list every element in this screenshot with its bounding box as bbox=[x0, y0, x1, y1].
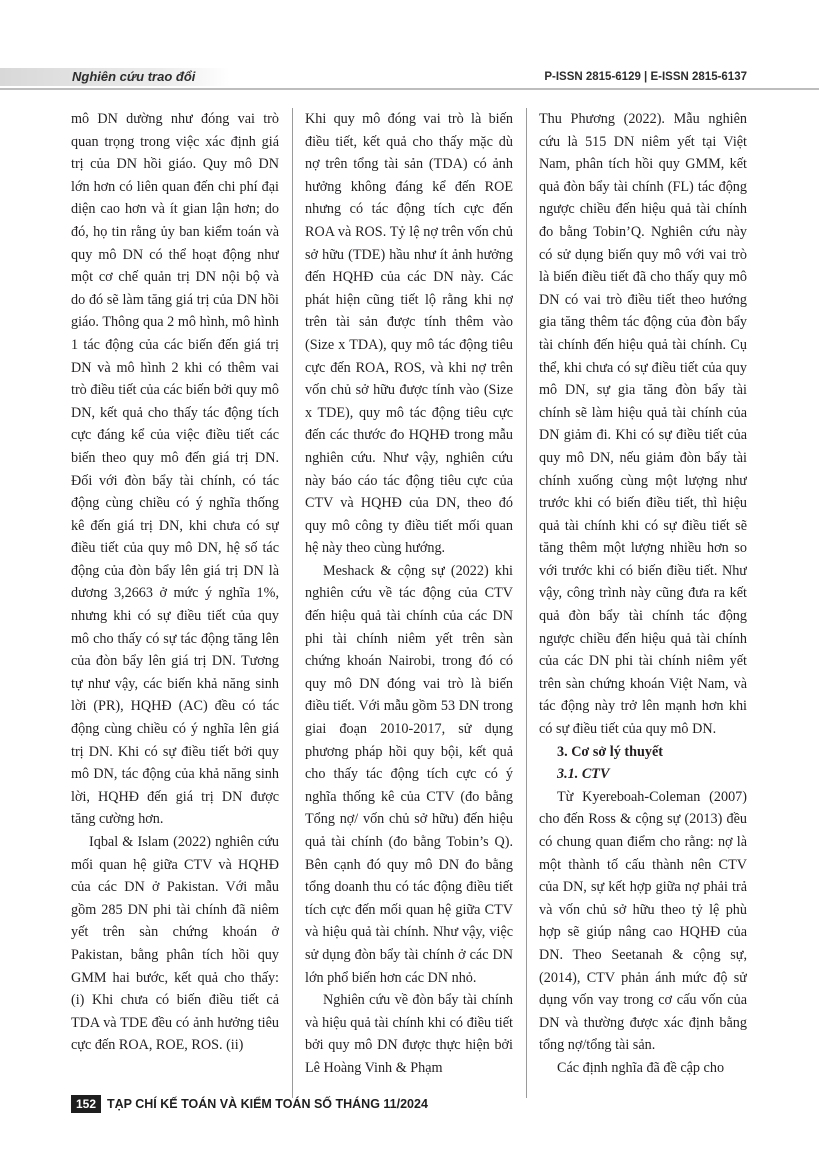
paragraph: Khi quy mô đóng vai trò là biến điều tiết, kết quả cho thấy mặc dù nợ trên tổng tài sản (TDA) có ảnh hưởng không đáng kể đến ROE nhưng có tác động tích cực đến ROA và ROS. Tỷ lệ nợ trên vốn chủ sở hữu (TDE) hầu như ít ảnh hưởng đến HQHĐ của các DN này. Các phát hiện cũng tiết lộ rằng khi nợ trên tài sản được tính thêm vào (Size x TDA), quy mô tác động tiêu cực đến ROA, ROS, và khi nợ trên vốn chủ sở hữu được tính vào (Size x TDE), quy mô tác động tiêu cực đến các thước đo HQHĐ trong mẫu nghiên cứu. Như vậy, nghiên cứu này báo cáo tác động tiêu cực của CTV và HQHĐ của DN, theo đó quy mô công ty điều tiết mối quan hệ này theo cùng hướng. bbox=[305, 111, 513, 557]
paragraph: Từ Kyereboah-Coleman (2007) cho đến Ross & cộng sự (2013) đều có chung quan điểm cho rằng: nợ là một thành tố cấu thành nên CTV của DN, sự kết hợp giữa nợ phải trả và vốn chủ sở hữu theo tỷ lệ phù hợp sẽ giúp nâng cao HQHĐ của DN. Theo Seetanah & cộng sự, (2014), CTV phản ánh mức độ sử dụng vốn vay trong cơ cấu vốn của DN và thường được xác định bằng tổng nợ/tổng tài sản. bbox=[539, 788, 747, 1054]
paragraph: Các định nghĩa đã đề cập cho bbox=[557, 1059, 725, 1076]
paragraph: Nghiên cứu về đòn bẩy tài chính và hiệu quả tài chính khi có điều tiết bởi quy mô DN được thực hiện bởi Lê Hoàng Vinh & Phạm bbox=[305, 992, 513, 1076]
subsection-heading: 3.1. CTV bbox=[557, 766, 610, 783]
page-number: 152 bbox=[71, 1095, 101, 1113]
issn-label: P-ISSN 2815-6129 | E-ISSN 2815-6137 bbox=[544, 71, 747, 83]
page-footer bbox=[71, 1095, 671, 1113]
section-label: Nghiên cứu trao đổi bbox=[72, 69, 196, 84]
paragraph: Iqbal & Islam (2022) nghiên cứu mối quan hệ giữa CTV và HQHĐ của các DN ở Pakistan. Với mẫu gồm 285 DN phi tài chính đã niêm yết trên sàn chứng khoán ở Pakistan, bằng phân tích hồi quy GMM hai bước, kết quả cho thấy: (i) Khi chưa có biến điều tiết cả TDA và TDE đều có ảnh hưởng tiêu cực đến ROA, ROE, ROS. (ii) bbox=[71, 834, 279, 1054]
paragraph: Thu Phương (2022). Mẫu nghiên cứu là 515 DN niêm yết tại Việt Nam, phân tích hồi quy GMM, kết quả đòn bẩy tài chính (FL) tác động ngược chiều đến hiệu quả tài chính đo bằng Tobin’Q. Nghiên cứu này có sử dụng biến quy mô với vai trò là biến điều tiết đã cho thấy quy mô DN có vai trò điều tiết theo hướng gia tăng thêm tác động của đòn bẩy tài chính đến hiệu quả tài chính. Cụ thể, khi chưa có sự điều tiết của quy mô DN, sự gia tăng đòn bẩy tài chính sẽ làm hiệu quả tài chính của DN giảm đi. Khi có sự điều tiết của quy mô DN, nếu giảm đòn bẩy tài chính xuống cùng một lượng như trước khi có biến điều tiết, thì hiệu quả tài chính khi có sự điều tiết sẽ tăng thêm một lượng nhiều hơn so với trước khi có biến điều tiết. Như vậy, công trình này cũng đưa ra kết quả đòn bẩy tài chính tác động ngược chiều đến hiệu quả tài chính của các DN phi tài chính niêm yết trên sàn chứng khoán Việt Nam, và tác động này trở lên mạnh hơn khi có sự điều tiết của quy mô DN. bbox=[539, 111, 747, 738]
header-rule bbox=[0, 88, 819, 90]
article-body bbox=[71, 108, 747, 1098]
journal-name: TẠP CHÍ KẾ TOÁN VÀ KIỂM TOÁN SỐ THÁNG 11/2024 bbox=[107, 1097, 428, 1111]
column-3 bbox=[539, 108, 747, 1098]
paragraph: Meshack & cộng sự (2022) khi nghiên cứu về tác động của CTV đến hiệu quả tài chính của các DN phi tài chính niêm yết trên sàn chứng khoán Nairobi, trong đó có quy mô DN đóng vai trò là biến điều tiết. Với mẫu gồm 53 DN trong giai đoạn 2010-2017, sử dụng phương pháp hồi quy bội, kết quả cho thấy tác động tích cực có ý nghĩa thống kê của CTV (đo bằng Tổng nợ/ vốn chủ sở hữu) đến hiệu quả tài chính (đo bằng Tobin’s Q). Bên cạnh đó quy mô DN đo bằng tổng doanh thu có tác động điều tiết tích cực đến mối quan hệ giữa CTV và hiệu quả tài chính. Như vậy, việc sử dụng đòn bẩy tài chính ở các DN lớn phổ biến hơn các DN nhỏ. bbox=[305, 562, 513, 986]
column-1 bbox=[71, 108, 279, 1098]
column-divider bbox=[526, 108, 527, 1098]
paragraph: mô DN dường như đóng vai trò quan trọng trong việc xác định giá trị của DN hồi giáo. Quy mô DN lớn hơn có liên quan đến chi phí đại diện cao hơn và ít gian lận hơn; do đó, họ tin rằng ủy ban kiểm toán và quy mô DN có thể hoạt động như một cơ chế quản trị DN nội bộ và do đó sẽ làm tăng giá trị của DN hồi giáo. Thông qua 2 mô hình, mô hình 1 tác động của các biến đến giá trị DN và mô hình 2 khi có thêm vai trò điều tiết của các biến bởi quy mô DN, kết quả cho thấy tác động tích cực đáng kể của việc điều tiết các biến theo quy mô đến giá trị DN. Đối với đòn bẩy tài chính, có tác động cùng chiều có ý nghĩa thống kê đến giá trị DN, khi chưa có sự điều tiết của quy mô DN, hệ số tác động của đòn bẩy lên giá trị DN là dương 3,2663 ở mức ý nghĩa 1%, nhưng khi có sự điều tiết của quy mô cho thấy có sự tác động tăng lên của đòn bẩy lên giá trị DN. Tương tự như vậy, các biến khả năng sinh lời (PR), HQHĐ (AC) đều có tác động cùng chiều có ý nghĩa lên giá trị DN. Khi có sự điều tiết bởi quy mô DN, tác động của khả năng sinh lời, HQHĐ đến giá trị DN được tăng cường hơn. bbox=[71, 111, 279, 828]
column-divider bbox=[292, 108, 293, 1098]
page-header bbox=[0, 0, 819, 92]
column-2 bbox=[305, 108, 513, 1098]
section-heading: 3. Cơ sở lý thuyết bbox=[557, 743, 663, 760]
